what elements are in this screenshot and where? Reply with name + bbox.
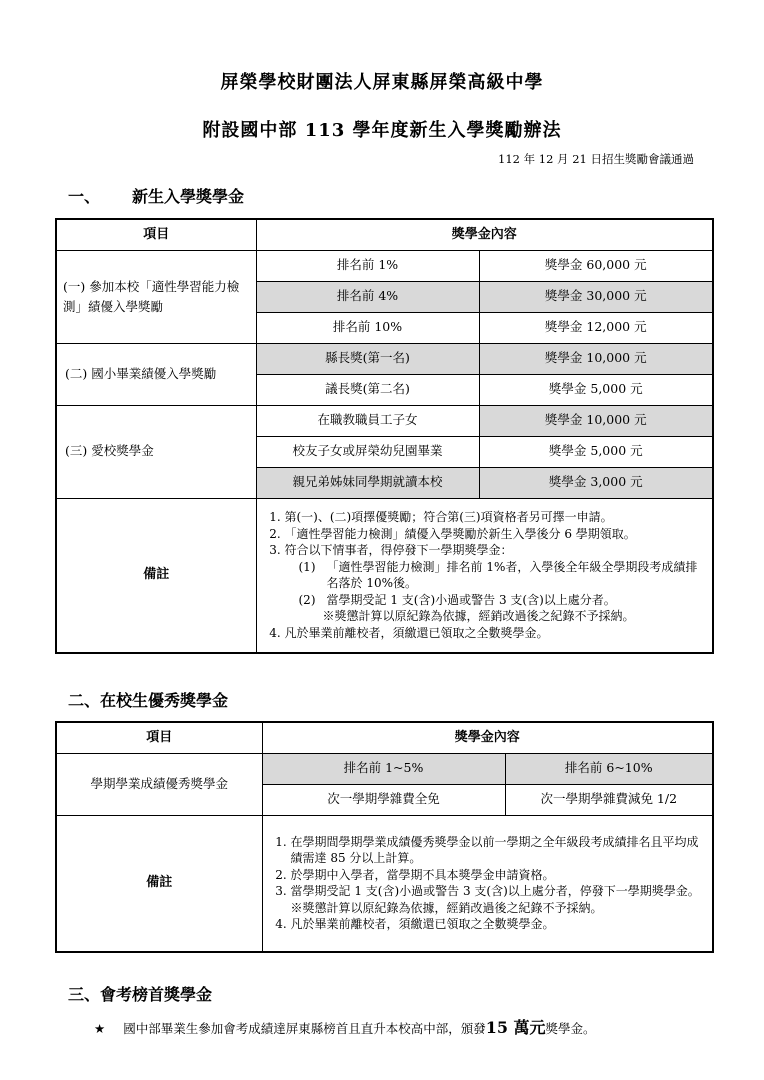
rank-value-1: 次一學期學雜費全免 xyxy=(262,784,505,815)
table-header-row xyxy=(56,722,713,753)
note-item: 1. 在學期間學期學業成績優秀獎學金以前一學期之全年級段考成績排名且平均成績需達 85 分以上計算。 xyxy=(291,834,705,867)
note-item: 2. 於學期中入學者，當學期不具本獎學金申請資格。 xyxy=(291,867,705,884)
sub-note-number: (2) xyxy=(298,592,316,607)
notes-label: 備註 xyxy=(56,498,256,653)
notes-content xyxy=(262,815,713,952)
condition-cell: 議長獎(第二名) xyxy=(256,374,479,405)
rank-head-1: 排名前 1~5% xyxy=(262,753,505,784)
award-cell: 獎學金 10,000 元 xyxy=(479,343,713,374)
award-cell: 獎學金 5,000 元 xyxy=(479,436,713,467)
document-title-main: 附設國中部 113 學年度新生入學獎勵辦法 xyxy=(202,120,562,141)
condition-cell: 縣長獎(第一名) xyxy=(256,343,479,374)
new-student-scholarship-table xyxy=(55,218,714,654)
rank-value-2: 次一學期學雜費減免 1/2 xyxy=(505,784,713,815)
table-row xyxy=(56,343,713,374)
exam-text-after: 獎學金。 xyxy=(545,1021,596,1036)
section-2-title: 在校生優秀獎學金 xyxy=(100,691,229,710)
condition-cell: 校友子女或屏榮幼兒園畢業 xyxy=(256,436,479,467)
section-2-number: 二、 xyxy=(68,691,101,710)
notes-label: 備註 xyxy=(56,815,262,952)
notes-row xyxy=(56,815,713,952)
note-item: 4. 凡於畢業前離校者，須繳還已領取之全數獎學金。 xyxy=(285,625,705,642)
table-row xyxy=(56,250,713,281)
condition-cell: 親兄弟姊妹同學期就讀本校 xyxy=(256,467,479,498)
document-title-school: 屏榮學校財團法人屏東縣屏榮高級中學 xyxy=(220,72,544,93)
enrolled-student-scholarship-table xyxy=(55,721,714,953)
section-1-title: 新生入學獎學金 xyxy=(132,187,245,206)
exam-top-scholarship-line xyxy=(94,1015,596,1038)
award-cell: 獎學金 60,000 元 xyxy=(479,250,713,281)
table-row xyxy=(56,753,713,784)
section-3-title: 會考榜首獎學金 xyxy=(100,985,213,1004)
note-item: 1. 第(一)、(二)項擇優獎勵；符合第(三)項資格者另可擇一申請。 xyxy=(285,509,705,526)
note-item xyxy=(291,883,705,916)
section-3-number: 三、 xyxy=(68,985,101,1004)
group-label-aptitude: (一) 參加本校「適性學習能力檢測」績優入學獎勵 xyxy=(56,250,256,343)
section-3-heading xyxy=(68,982,212,1005)
header-content: 獎學金內容 xyxy=(262,722,713,753)
sub-note xyxy=(285,559,705,592)
table-row xyxy=(56,405,713,436)
condition-cell: 排名前 4% xyxy=(256,281,479,312)
sub-note-text: 「適性學習能力檢測」排名前 1%者，入學後全年級全學期段考成績排名落於 10%後。 xyxy=(326,559,698,591)
sub-note-remark: ※獎懲計算以原紀錄為依據，經銷改過後之紀錄不予採納。 xyxy=(290,900,603,915)
award-cell: 獎學金 3,000 元 xyxy=(479,467,713,498)
sub-note-number: (1) xyxy=(298,559,316,574)
group-label-loyalty: (三) 愛校獎學金 xyxy=(56,405,256,498)
rank-head-2: 排名前 6~10% xyxy=(505,753,713,784)
section-1-heading xyxy=(68,184,244,207)
table-header-row xyxy=(56,219,713,250)
note-item: 4. 凡於畢業前離校者，須繳還已領取之全數獎學金。 xyxy=(291,916,705,933)
note-text: 符合以下情事者，得停發下一學期獎學金： xyxy=(284,543,513,558)
condition-cell: 排名前 10% xyxy=(256,312,479,343)
group-label-elementary: (二) 國小畢業績優入學獎勵 xyxy=(56,343,256,405)
star-icon: ★ xyxy=(94,1021,106,1036)
award-cell: 獎學金 5,000 元 xyxy=(479,374,713,405)
header-item: 項目 xyxy=(56,219,256,250)
notes-content xyxy=(256,498,713,653)
section-1-number: 一、 xyxy=(68,187,101,206)
exam-amount: 15 萬元 xyxy=(485,1018,546,1037)
sub-note-text: 當學期受記 1 支(含)小過或警告 3 支(含)以上處分者。 xyxy=(326,592,616,607)
note-text: 當學期受記 1 支(含)小過或警告 3 支(含)以上處分者，停發下一學期獎學金。 xyxy=(290,884,700,899)
condition-cell: 排名前 1% xyxy=(256,250,479,281)
sub-note xyxy=(285,592,705,609)
award-cell: 獎學金 12,000 元 xyxy=(479,312,713,343)
notes-row xyxy=(56,498,713,653)
exam-text-before: 國中部畢業生參加會考成績達屏東縣榜首且直升本校高中部，頒發 xyxy=(123,1021,486,1036)
sub-note-remark: ※獎懲計算以原紀錄為依據，經銷改過後之紀錄不予採納。 xyxy=(322,609,635,624)
note-item xyxy=(285,542,705,625)
header-item: 項目 xyxy=(56,722,262,753)
approval-note: 112 年 12 月 21 日招生獎勵會議通過 xyxy=(498,152,694,166)
award-cell: 獎學金 10,000 元 xyxy=(479,405,713,436)
header-content: 獎學金內容 xyxy=(256,219,713,250)
item-label: 學期學業成績優秀獎學金 xyxy=(56,753,262,815)
note-item: 2. 「適性學習能力檢測」績優入學獎勵於新生入學後分 6 學期領取。 xyxy=(285,526,705,543)
condition-cell: 在職教職員工子女 xyxy=(256,405,479,436)
section-2-heading xyxy=(68,688,228,711)
award-cell: 獎學金 30,000 元 xyxy=(479,281,713,312)
